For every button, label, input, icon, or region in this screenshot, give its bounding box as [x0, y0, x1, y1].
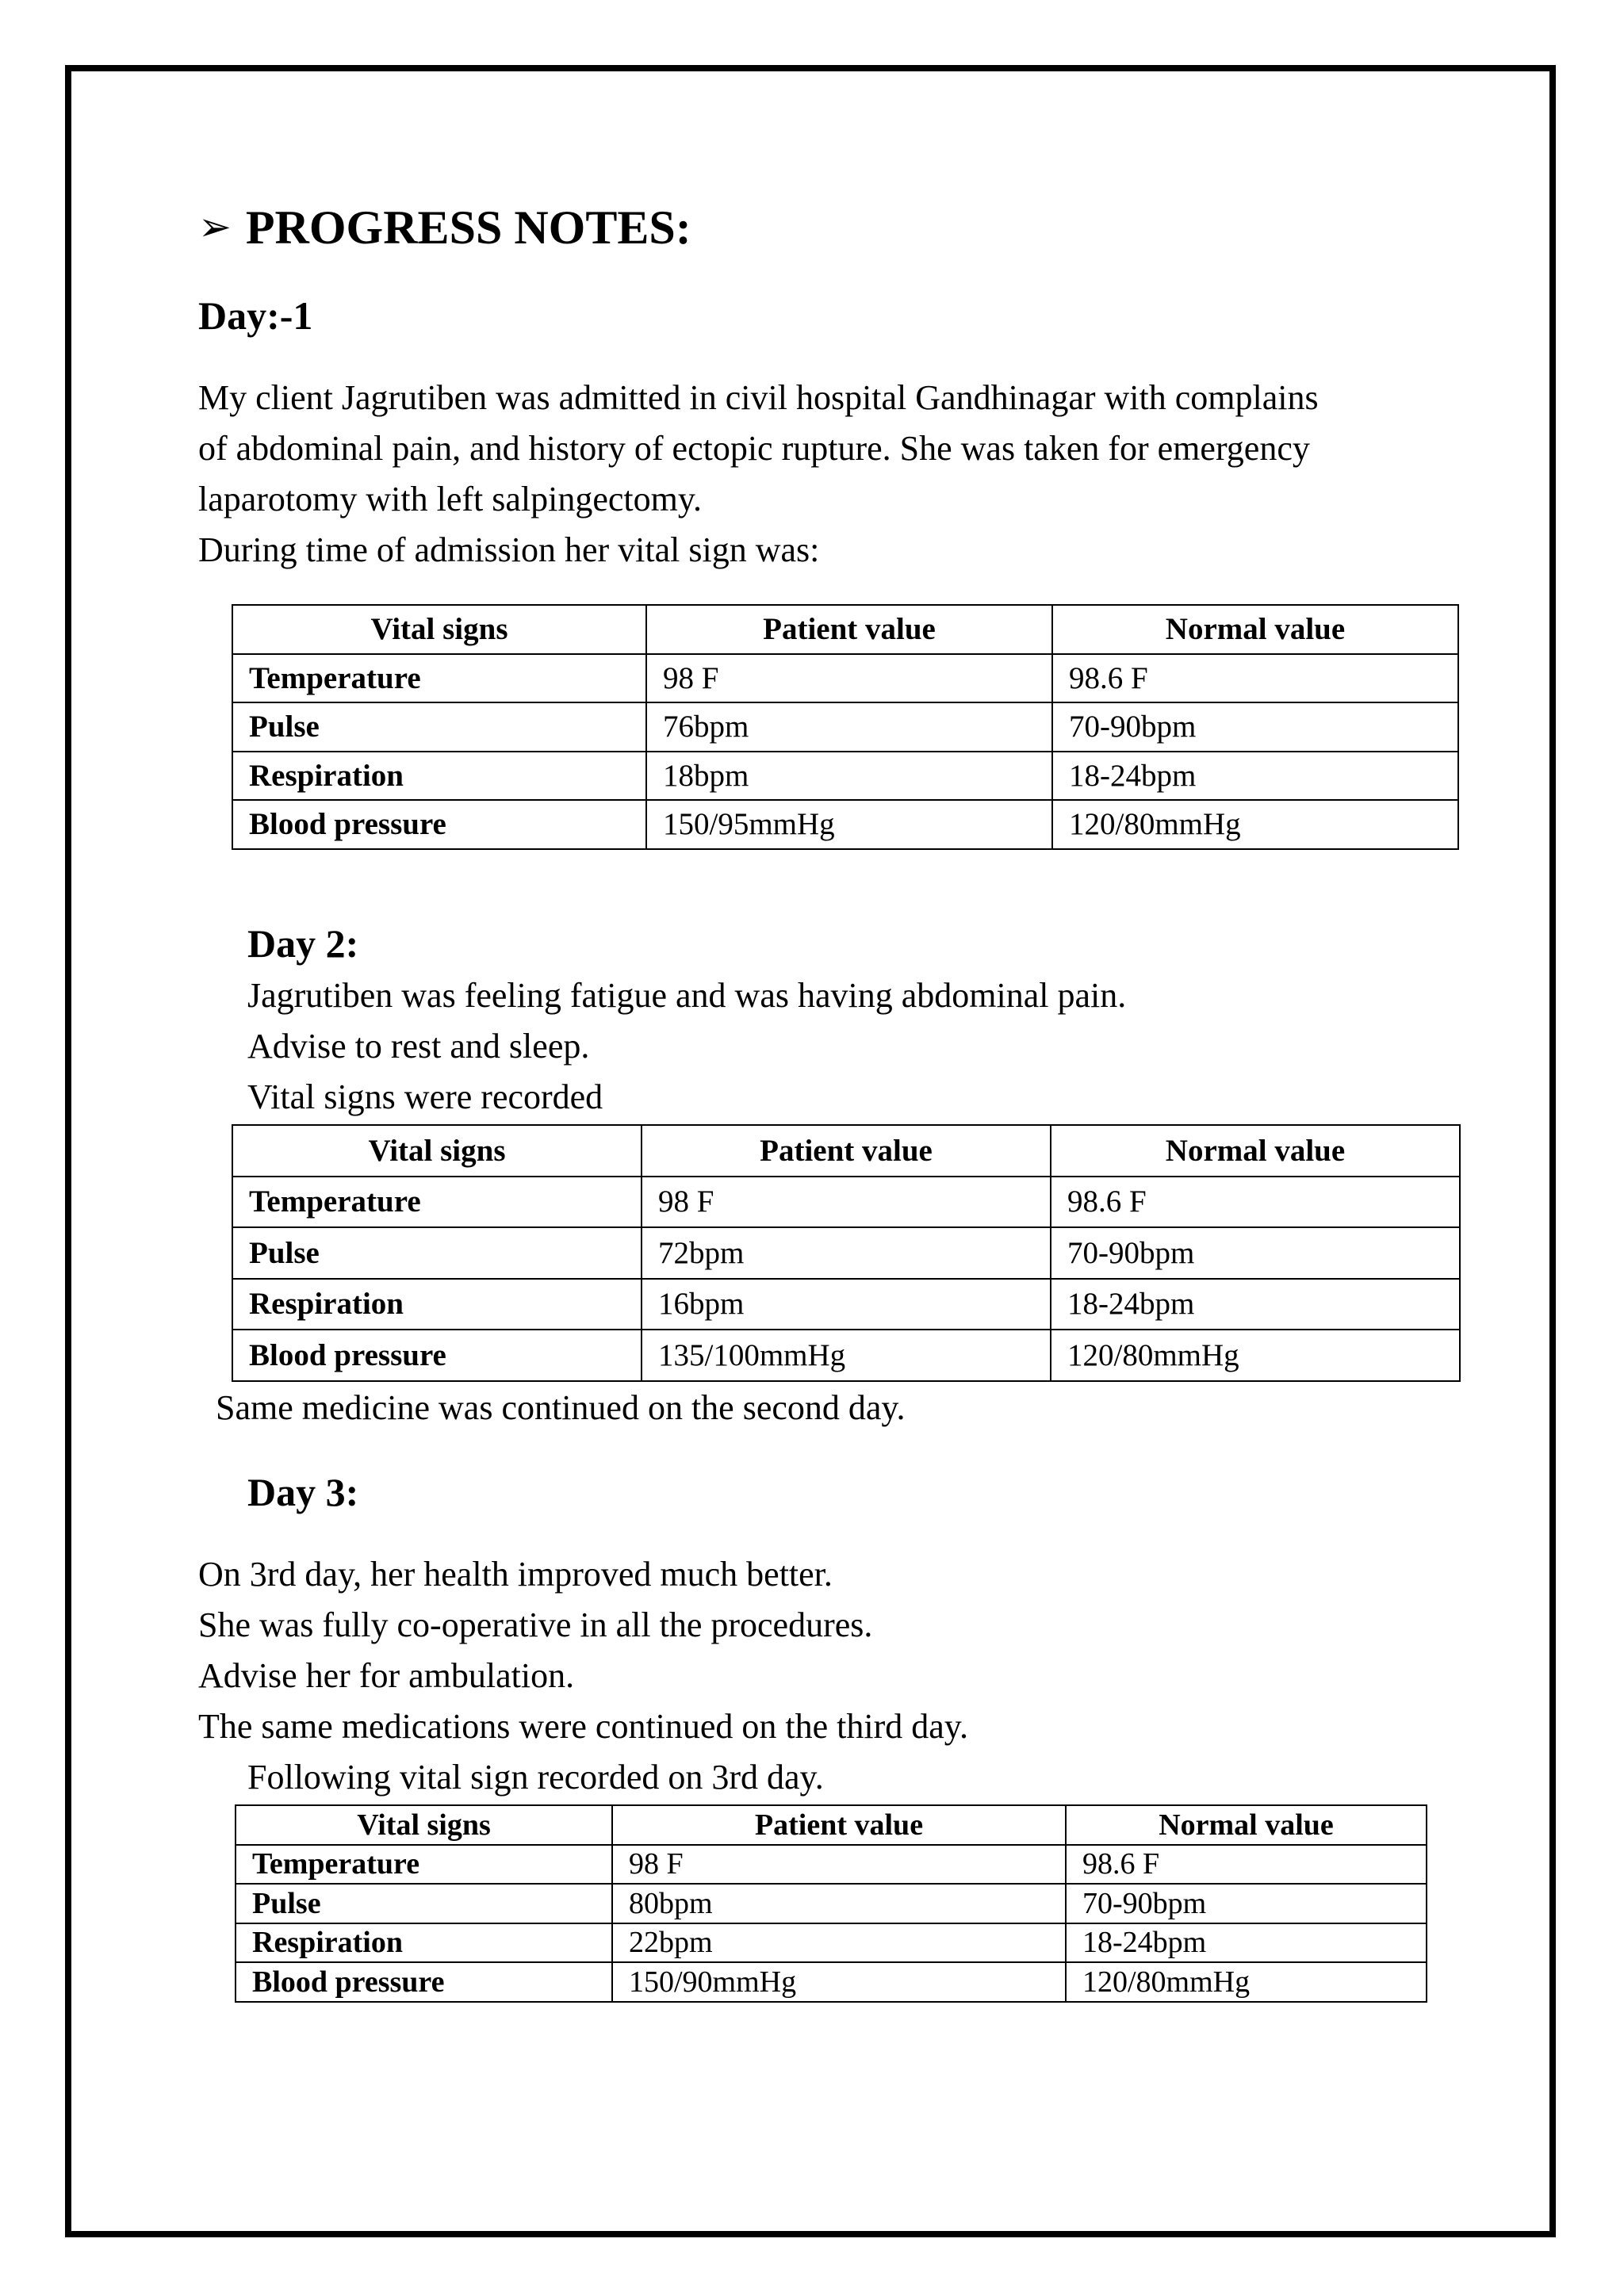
table-row — [232, 654, 1458, 703]
day2-line-3: Vital signs were recorded — [247, 1077, 603, 1116]
day3-line-3: Advise her for ambulation. — [198, 1656, 575, 1695]
day3-line-4: The same medications were continued on the third day. — [198, 1707, 968, 1746]
arrow-bullet-icon: ➢ — [198, 204, 232, 250]
header-normal-value: Normal value — [1066, 1805, 1427, 1845]
normal-value: 18-24bpm — [1051, 1279, 1460, 1330]
patient-value: 22bpm — [612, 1923, 1066, 1963]
header-patient-value: Patient value — [646, 605, 1052, 654]
patient-value: 18bpm — [646, 752, 1052, 801]
vital-sign-label: Temperature — [232, 654, 646, 703]
day2-after-note: Same medicine was continued on the second day. — [216, 1388, 906, 1427]
day3-intro-line: Following vital sign recorded on 3rd day. — [247, 1758, 824, 1797]
patient-value: 98 F — [642, 1177, 1051, 1228]
day2-title: Day 2: — [247, 921, 359, 966]
patient-value: 135/100mmHg — [642, 1330, 1051, 1381]
normal-value: 120/80mmHg — [1051, 1330, 1460, 1381]
vitals-table-day2 — [232, 1124, 1461, 1382]
table-row — [232, 752, 1458, 801]
vitals-table-day1 — [232, 604, 1459, 850]
header-vital-signs: Vital signs — [232, 1125, 642, 1177]
patient-value: 150/90mmHg — [612, 1962, 1066, 2002]
normal-value: 18-24bpm — [1066, 1923, 1427, 1963]
vital-sign-label: Blood pressure — [232, 1330, 642, 1381]
vital-sign-label: Temperature — [232, 1177, 642, 1228]
day1-line-1: My client Jagrutiben was admitted in civil hospital Gandhinagar with complains — [198, 378, 1319, 417]
day1-title: Day:-1 — [198, 293, 313, 338]
table-header-row — [232, 1125, 1460, 1177]
page-title — [198, 198, 691, 256]
header-patient-value: Patient value — [642, 1125, 1051, 1177]
header-vital-signs: Vital signs — [236, 1805, 612, 1845]
table-row — [232, 800, 1458, 849]
table-row — [232, 1279, 1460, 1330]
table-header-row — [232, 605, 1458, 654]
vital-sign-label: Temperature — [236, 1845, 612, 1885]
day3-line-2: She was fully co-operative in all the procedures. — [198, 1605, 873, 1644]
patient-value: 150/95mmHg — [646, 800, 1052, 849]
patient-value: 80bpm — [612, 1884, 1066, 1923]
normal-value: 70-90bpm — [1052, 702, 1458, 752]
vitals-table-day3 — [235, 1804, 1427, 2003]
table-row — [236, 1923, 1427, 1963]
vital-sign-label: Respiration — [232, 1279, 642, 1330]
normal-value: 98.6 F — [1066, 1845, 1427, 1885]
vital-sign-label: Blood pressure — [232, 800, 646, 849]
patient-value: 16bpm — [642, 1279, 1051, 1330]
table-row — [232, 1330, 1460, 1381]
normal-value: 98.6 F — [1052, 654, 1458, 703]
normal-value: 120/80mmHg — [1052, 800, 1458, 849]
day1-line-3: laparotomy with left salpingectomy. — [198, 480, 702, 519]
vital-sign-label: Pulse — [232, 702, 646, 752]
table-row — [232, 702, 1458, 752]
header-patient-value: Patient value — [612, 1805, 1066, 1845]
vital-sign-label: Respiration — [236, 1923, 612, 1963]
normal-value: 18-24bpm — [1052, 752, 1458, 801]
header-normal-value: Normal value — [1051, 1125, 1460, 1177]
day2-line-2: Advise to rest and sleep. — [247, 1027, 590, 1066]
patient-value: 76bpm — [646, 702, 1052, 752]
table-row — [236, 1962, 1427, 2002]
header-normal-value: Normal value — [1052, 605, 1458, 654]
vital-sign-label: Respiration — [232, 752, 646, 801]
day3-line-1: On 3rd day, her health improved much better. — [198, 1555, 833, 1594]
day2-line-1: Jagrutiben was feeling fatigue and was having abdominal pain. — [247, 976, 1127, 1015]
day1-line-2: of abdominal pain, and history of ectopic rupture. She was taken for emergency — [198, 429, 1310, 468]
vital-sign-label: Pulse — [236, 1884, 612, 1923]
day3-title: Day 3: — [247, 1470, 359, 1514]
vital-sign-label: Blood pressure — [236, 1962, 612, 2002]
table-row — [232, 1177, 1460, 1228]
header-vital-signs: Vital signs — [232, 605, 646, 654]
page-title-text: PROGRESS NOTES: — [245, 201, 691, 254]
normal-value: 70-90bpm — [1051, 1227, 1460, 1279]
normal-value: 120/80mmHg — [1066, 1962, 1427, 2002]
table-row — [232, 1227, 1460, 1279]
day1-line-4: During time of admission her vital sign was: — [198, 530, 820, 569]
table-header-row — [236, 1805, 1427, 1845]
patient-value: 98 F — [612, 1845, 1066, 1885]
patient-value: 98 F — [646, 654, 1052, 703]
vital-sign-label: Pulse — [232, 1227, 642, 1279]
patient-value: 72bpm — [642, 1227, 1051, 1279]
normal-value: 70-90bpm — [1066, 1884, 1427, 1923]
table-row — [236, 1884, 1427, 1923]
table-row — [236, 1845, 1427, 1885]
normal-value: 98.6 F — [1051, 1177, 1460, 1228]
